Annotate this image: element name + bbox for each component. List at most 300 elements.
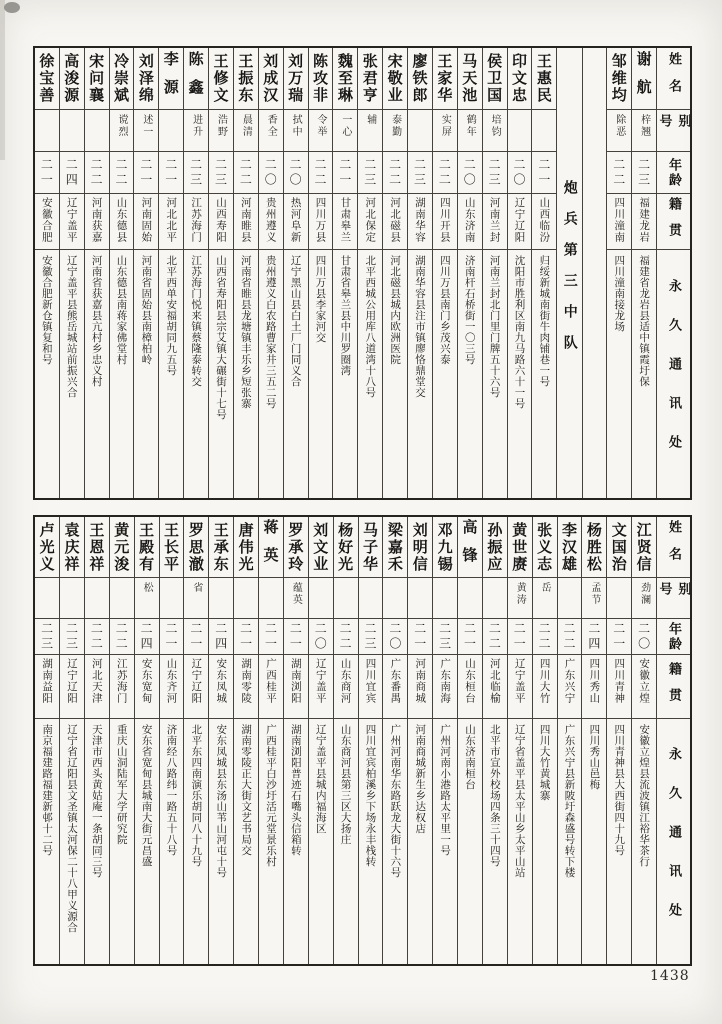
member-address-cell [383,719,407,964]
member-name-text: 罗承玲 [286,521,305,573]
member-name-text: 王恩祥 [87,521,106,573]
member-native-place-text: 辽宁盖平 [513,658,526,704]
member-age-cell [309,152,333,194]
member-alias-cell [259,110,283,152]
member-alias-cell [184,110,208,152]
member-address-text: 辽宁省辽阳县文圣镇太河保二十八甲义源合 [65,724,78,933]
member-name-text: 刘成汉 [261,53,280,104]
member-name-text: 王惠民 [534,53,553,104]
member-name-text: 陈鑫 [186,50,205,107]
member-address-text: 安徽合肥新仓镇复和号 [40,255,53,365]
member-name-text: 王承东 [211,521,230,573]
member-age-text: 二三 [362,157,377,188]
member-native-place-text: 湖南华容 [413,197,426,243]
section-title-text: 炮兵第三中队 [561,180,578,366]
member-native-place-cell [458,655,482,719]
member-alias-text: 拭中 [290,114,302,138]
member-alias-cell [309,578,333,619]
member-address-cell [433,719,457,964]
member-native-place-text: 湖南零陵 [240,658,253,704]
member-column [233,517,258,964]
member-age-text: 二二 [611,157,626,188]
member-native-place-cell [607,655,631,719]
member-age-cell [234,152,258,194]
section-title-column [556,48,582,498]
member-native-place-cell [35,194,59,250]
header-age-cell [657,152,690,194]
member-address-text: 四川青神县大西街四十九号 [613,724,626,856]
member-alias-cell [60,110,84,152]
member-address-text: 广州河南小港路太平里一号 [439,724,452,856]
member-name-cell [160,517,184,578]
member-name-cell [259,48,283,110]
member-age-cell [160,619,184,655]
member-name-text: 陈攻非 [310,53,329,104]
member-alias-text: 岳 [539,582,551,594]
member-address-cell [135,719,159,964]
member-age-text: 二〇 [263,157,278,188]
member-address-cell [209,719,233,964]
member-age-cell [607,152,631,194]
member-alias-cell [582,578,606,619]
member-address-text: 沈阳市胜利区南九马路六十一号 [513,255,526,409]
member-native-place-text: 四川秀山 [588,658,601,704]
member-name-text: 刘万瑞 [286,53,305,104]
member-native-place-cell [309,655,333,719]
member-alias-cell [607,578,631,619]
member-age-cell [135,619,159,655]
member-native-place-text: 广西桂平 [264,658,277,704]
member-address-cell [408,250,432,498]
member-address-text: 广州河南华东路跃龙大街十六号 [389,724,402,878]
member-alias-cell [35,578,59,619]
header-address-label: 永久通讯处 [666,279,681,474]
member-native-place-text: 安东凤城 [215,658,228,704]
member-column [631,517,656,964]
member-age-text: 二四 [139,621,154,652]
member-native-place-cell [159,194,183,250]
header-name-cell [657,48,690,110]
member-alias-cell [85,110,109,152]
member-age-text: 二二 [338,621,353,652]
member-address-cell [284,719,308,964]
header-native_place-cell [657,194,690,250]
member-name-cell [35,517,59,578]
member-age-text: 二四 [213,621,228,652]
member-address-cell [607,250,631,498]
member-column [357,48,382,498]
member-native-place-cell [359,655,383,719]
member-age-cell [383,619,407,655]
member-age-text: 二一 [288,621,303,652]
member-native-place-text: 河北临榆 [488,658,501,704]
header-alias-label: 别号 [657,582,690,602]
header-alias-label: 别号 [657,114,690,134]
member-address-text: 湖南华容县注市镇廖恪鼎堂交 [413,255,426,398]
member-address-text: 辽宁黑山县白土厂门同义合 [289,255,302,387]
member-address-cell [110,250,134,498]
member-alias-text: 一心 [339,114,351,138]
member-native-place-cell [284,655,308,719]
member-native-place-text: 广东兴宁 [563,658,576,704]
member-column [308,48,333,498]
member-native-place-text: 广东南海 [439,658,452,704]
member-column [59,517,84,964]
member-address-cell [333,250,357,498]
member-name-cell [433,517,457,578]
member-alias-cell [234,578,258,619]
member-alias-text: 述一 [140,114,152,138]
member-column [507,48,532,498]
member-age-text: 二〇 [288,157,303,188]
member-address-cell [508,719,532,964]
member-alias-cell [383,578,407,619]
member-native-place-cell [209,655,233,719]
member-alias-cell [508,110,532,152]
member-age-text: 二一 [611,621,626,652]
member-address-cell [558,719,582,964]
header-name-label: 姓名 [666,520,681,574]
member-column [158,48,183,498]
member-name-cell [110,48,134,110]
member-age-cell [483,152,507,194]
member-native-place-text: 山东桓台 [463,658,476,704]
member-column [208,48,233,498]
member-native-place-text: 广东番禺 [389,658,402,704]
member-native-place-cell [408,194,432,250]
member-age-cell [259,619,283,655]
member-native-place-text: 河南睢县 [239,197,252,243]
header-column [656,517,690,964]
member-name-cell [358,48,382,110]
member-address-text: 济南杆石桥街一〇三号 [463,255,476,365]
member-age-text: 二一 [536,157,551,188]
member-name-cell [85,48,109,110]
member-address-text: 四川潼南接龙场 [613,255,626,332]
member-name-cell [309,48,333,110]
member-name-cell [234,48,258,110]
member-alias-cell [433,110,457,152]
member-address-cell [234,250,258,498]
member-name-cell [60,517,84,578]
member-column [358,517,383,964]
member-native-place-text: 河北磁县 [389,197,402,243]
member-address-text: 四川大竹黄城寨 [538,724,551,801]
member-alias-cell [110,578,134,619]
member-name-cell [383,517,407,578]
member-column [283,517,308,964]
member-native-place-cell [582,655,606,719]
member-name-text: 杨胜松 [584,521,603,573]
member-native-place-text: 四川万县 [314,197,327,243]
member-age-cell [85,152,109,194]
member-age-cell [85,619,109,655]
member-name-cell [408,517,432,578]
member-name-text: 梁嘉禾 [385,521,404,573]
header-address-cell [657,719,690,964]
member-name-text: 蒋英 [261,519,280,575]
member-alias-text: 浩野 [215,114,227,138]
member-name-cell [632,517,656,578]
member-age-text: 二一 [412,621,427,652]
member-name-cell [234,517,258,578]
roster-table-bottom-columns [35,517,690,964]
member-native-place-cell [160,655,184,719]
member-column [84,517,109,964]
member-native-place-cell [110,655,134,719]
member-address-text: 济南经八路纬一路五十八号 [165,724,178,856]
member-address-text: 安徽立煌县流波镇江裕华茶行 [638,724,651,867]
member-native-place-cell [508,194,532,250]
member-address-text: 四川万县南门乡茂兴泰 [438,255,451,365]
member-name-text: 廖铁郎 [410,53,429,104]
member-address-cell [35,719,59,964]
member-column [258,48,283,498]
member-address-text: 四川万县李家河交 [314,255,327,343]
member-name-cell [184,48,208,110]
member-name-text: 王殿有 [137,521,156,573]
member-age-text: 二三 [213,157,228,188]
member-column [183,517,208,964]
member-name-cell [35,48,59,110]
member-name-cell [284,517,308,578]
member-age-cell [533,619,557,655]
member-name-text: 印文忠 [509,53,528,104]
member-age-text: 二二 [387,157,402,188]
member-native-place-text: 河北保定 [364,197,377,243]
member-alias-cell [383,110,407,152]
member-native-place-text: 四川宜宾 [364,658,377,704]
empty-spacer-column [582,48,606,498]
member-alias-cell [408,110,432,152]
member-name-cell [333,48,357,110]
member-native-place-cell [134,194,158,250]
member-name-text: 卢光义 [37,521,56,573]
member-age-cell [110,152,134,194]
member-column [208,517,233,964]
member-age-cell [110,619,134,655]
member-address-text: 山东德县南蒋家佛堂村 [115,255,128,365]
member-address-text: 河南省固始县南樟柏岭 [140,255,153,365]
member-name-text: 杨好光 [336,521,355,573]
member-age-cell [134,152,158,194]
member-alias-cell [558,578,582,619]
member-native-place-cell [85,194,109,250]
member-address-text: 安东凤城县东汤山苇山河屯十号 [215,724,228,878]
member-age-cell [334,619,358,655]
member-name-cell [85,517,109,578]
member-age-text: 二三 [188,157,203,188]
member-native-place-text: 河南获嘉 [90,197,103,243]
member-address-text: 北平西单安福胡同九五号 [165,255,178,376]
member-address-cell [458,719,482,964]
member-alias-cell [333,110,357,152]
member-age-text: 二二 [561,621,576,652]
member-native-place-text: 辽宁辽阳 [513,197,526,243]
header-column [656,48,690,498]
member-native-place-text: 福建龙岩 [638,197,651,243]
member-age-cell [35,152,59,194]
member-address-cell [408,719,432,964]
member-age-cell [383,152,407,194]
member-age-cell [359,619,383,655]
member-alias-cell [359,578,383,619]
member-name-text: 马子华 [360,521,379,573]
member-age-cell [508,152,532,194]
member-name-cell [284,48,308,110]
member-name-cell [383,48,407,110]
scan-smudge [4,2,20,13]
header-address-cell [657,250,690,498]
member-alias-text: 黄涛 [514,582,526,606]
member-alias-cell [607,110,631,152]
member-native-place-cell [259,655,283,719]
member-name-cell [359,517,383,578]
member-name-cell [558,517,582,578]
member-column [432,517,457,964]
member-age-text: 二二 [238,157,253,188]
member-address-cell [160,719,184,964]
member-name-text: 袁庆祥 [62,521,81,573]
member-name-text: 马天池 [460,53,479,104]
member-address-text: 辽宁省盖平县太平山乡太平山站 [513,724,526,878]
member-alias-cell [60,578,84,619]
header-age-label: 年龄 [666,621,681,652]
member-column [482,48,507,498]
member-age-cell [184,619,208,655]
member-name-text: 王长平 [161,521,180,573]
member-name-text: 侯卫国 [485,53,504,104]
member-alias-cell [209,578,233,619]
member-age-text: 二二 [113,157,128,188]
member-alias-text: 梓翘 [638,114,650,138]
member-address-text: 贵州遵义白农路曹家井三五二号 [264,255,277,409]
member-alias-cell [532,110,556,152]
member-native-place-text: 辽宁辽阳 [65,658,78,704]
member-alias-cell [433,578,457,619]
member-age-cell [458,619,482,655]
member-name-cell [209,517,233,578]
member-alias-cell [234,110,258,152]
member-alias-cell [358,110,382,152]
member-address-cell [508,250,532,498]
member-native-place-text: 贵州遵义 [264,197,277,243]
member-name-cell [433,48,457,110]
member-age-text: 二〇 [462,157,477,188]
member-column [283,48,308,498]
member-name-cell [632,48,656,110]
member-age-text: 二一 [163,621,178,652]
member-name-text: 罗思澈 [186,521,205,573]
member-native-place-text: 河北北平 [165,197,178,243]
member-address-text: 归绥新城南街牛肉铺巷一号 [538,255,551,387]
header-address-label: 永久通讯处 [666,746,681,942]
member-native-place-cell [433,655,457,719]
member-column [432,48,457,498]
member-address-cell [334,719,358,964]
member-name-cell [607,48,631,110]
header-native_place-cell [657,655,690,719]
member-address-text: 湖南零陵正大街文艺书局交 [240,724,253,856]
member-native-place-text: 四川潼南 [613,197,626,243]
member-name-cell [184,517,208,578]
member-column [35,48,59,498]
member-age-text: 二一 [39,157,54,188]
member-age-text: 二一 [337,157,352,188]
member-alias-text: 培钧 [489,114,501,138]
member-alias-cell [508,578,532,619]
member-age-cell [284,619,308,655]
member-age-cell [209,619,233,655]
member-name-cell [458,517,482,578]
member-address-cell [209,250,233,498]
member-column [258,517,283,964]
member-age-text: 二〇 [387,621,402,652]
member-name-text: 张君亨 [360,53,379,104]
member-alias-cell [134,110,158,152]
member-age-cell [607,619,631,655]
member-address-cell [433,250,457,498]
member-age-text: 二〇 [511,157,526,188]
member-native-place-cell [35,655,59,719]
member-age-text: 二三 [64,621,79,652]
member-native-place-text: 河南商城 [414,658,427,704]
member-alias-cell [284,578,308,619]
member-age-cell [433,619,457,655]
member-address-text: 河南省睢县龙塘镇丰乐乡短张寨 [239,255,252,409]
member-age-cell [433,152,457,194]
member-name-text: 王振东 [236,53,255,104]
member-address-cell [383,250,407,498]
member-alias-cell [458,110,482,152]
member-native-place-cell [234,655,258,719]
member-age-text: 二一 [263,621,278,652]
member-alias-cell [284,110,308,152]
member-age-text: 二二 [89,621,104,652]
member-age-cell [632,152,656,194]
member-age-cell [35,619,59,655]
member-column [606,48,631,498]
member-name-text: 冷崇斌 [111,53,130,104]
member-address-cell [458,250,482,498]
member-address-text: 广西桂平白沙圩活元堂景乐村 [264,724,277,867]
member-alias-text: 孟节 [588,582,600,606]
member-address-text: 辽宁盖平县城内福海区 [314,724,327,834]
member-native-place-text: 四川开县 [438,197,451,243]
member-address-cell [533,719,557,964]
member-column [457,48,482,498]
member-native-place-cell [532,194,556,250]
member-address-text: 福建省龙岩县适中镇霞圩保 [638,255,651,387]
member-name-cell [582,517,606,578]
member-address-cell [184,250,208,498]
member-age-text: 二三 [487,157,502,188]
section-title-cell [557,48,582,498]
member-alias-text: 令举 [314,114,326,138]
member-age-cell [358,152,382,194]
member-alias-cell [160,578,184,619]
member-native-place-cell [234,194,258,250]
member-alias-cell [533,578,557,619]
member-alias-cell [85,578,109,619]
member-address-cell [532,250,556,498]
member-column [382,48,407,498]
member-column [332,48,357,498]
member-age-text: 二三 [437,621,452,652]
member-address-text: 辽宁盖平县熊岳城站前振兴合 [65,255,78,398]
member-address-text: 山东济南桓台 [463,724,476,790]
member-age-text: 二二 [487,621,502,652]
